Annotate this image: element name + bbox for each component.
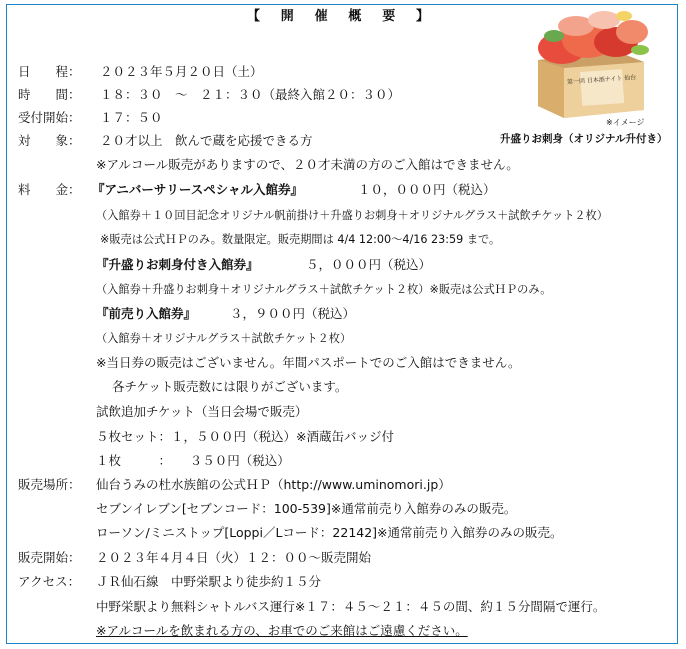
page-title: 【 開 催 概 要 】 xyxy=(247,9,433,24)
ticket2-detail: （入館券＋升盛りお刺身＋オリジナルグラス＋試飲チケット２枚）※販売は公式ＨＰのみ。 xyxy=(96,283,552,296)
ticket2-price: ５，０００円（税込） xyxy=(306,257,432,272)
ticket1-detail: （入館券＋１０回目記念オリジナル帆前掛け＋升盛りお刺身＋オリジナルグラス＋試飲チケット２枚） xyxy=(96,209,608,222)
ticket1-note: ※販売は公式ＨＰのみ。数量限定。販売期間は 4/4 12:00～4/16 23:59 まで。 xyxy=(100,233,501,246)
reception-label: 受付開始： xyxy=(18,110,81,125)
date-label: 日 程： xyxy=(18,64,81,79)
ticket3-price: ３，９００円（税込） xyxy=(230,306,356,321)
ticket3-name: 『前売り入館券』 xyxy=(96,306,197,321)
reception-value: １７：５０ xyxy=(100,110,163,125)
sales-seven-eleven: セブンイレブン[セブンコード：100-539]※通常前売り入館券のみの販売。 xyxy=(96,501,517,516)
sales-official-hp: 仙台うみの杜水族館の公式ＨＰ（http://www.uminomori.jp） xyxy=(96,477,451,492)
limit-note: 各チケット販売数には限りがございます。 xyxy=(112,379,348,394)
box-label-text: 第一回 日本酒ナイト 仙台 xyxy=(566,74,637,86)
ticket2-name: 『升盛りお刺身付き入館券』 xyxy=(96,257,259,272)
time-value: １８：３０ ～ ２１：３０（最終入館２０：３０） xyxy=(100,87,401,102)
photo-caption: 升盛りお刺身（オリジナル升付き） xyxy=(500,133,668,145)
target-note: ※アルコール販売がありますので、２０才未満の方のご入館はできません。 xyxy=(96,157,519,172)
sashimi-masu-photo xyxy=(524,2,672,120)
sales-lawson: ローソン/ミニストップ[Loppi／Lコード：22142]※通常前売り入館券のみの販売。 xyxy=(96,525,563,540)
sales-start-label: 販売開始： xyxy=(18,550,81,565)
access-label: アクセス： xyxy=(18,574,81,589)
time-label: 時 間： xyxy=(18,87,81,102)
target-value: ２０才以上 飲んで蔵を応援できる方 xyxy=(100,133,313,148)
access-car-note: ※アルコールを飲まれる方の、お車でのご来館はご遠慮ください。 xyxy=(96,623,468,638)
no-door-note: ※当日券の販売はございません。年間パスポートでのご入館はできません。 xyxy=(96,355,521,370)
image-note: ※イメージ xyxy=(606,118,645,127)
extra-ticket-set: ５枚セット：１，５００円（税込）※酒蔵缶バッジ付 xyxy=(96,429,394,444)
ticket3-detail: （入館券＋オリジナルグラス＋試飲チケット２枚） xyxy=(96,332,352,345)
sales-start-value: ２０２３年４月４日（火）１２：００～販売開始 xyxy=(96,550,372,565)
sales-label: 販売場所： xyxy=(18,477,81,492)
access-shuttle: 中野栄駅より無料シャトルバス運行※１７：４５～２１：４５の間、約１５分間隔で運行。 xyxy=(96,599,606,614)
extra-ticket-single: １枚 ： ３５０円（税込） xyxy=(96,453,290,468)
access-train: ＪＲ仙石線 中野栄駅より徒歩約１５分 xyxy=(96,574,322,589)
ticket1-price: １０，０００円（税込） xyxy=(358,182,496,197)
date-value: ２０２３年５月２０日（土） xyxy=(100,64,263,79)
fee-label: 料 金： xyxy=(18,182,81,197)
ticket1-name: 『アニバーサリースペシャル入館券』 xyxy=(92,182,304,197)
target-label: 対 象： xyxy=(18,133,81,148)
extra-ticket-title: 試飲追加チケット（当日会場で販売） xyxy=(96,404,308,419)
